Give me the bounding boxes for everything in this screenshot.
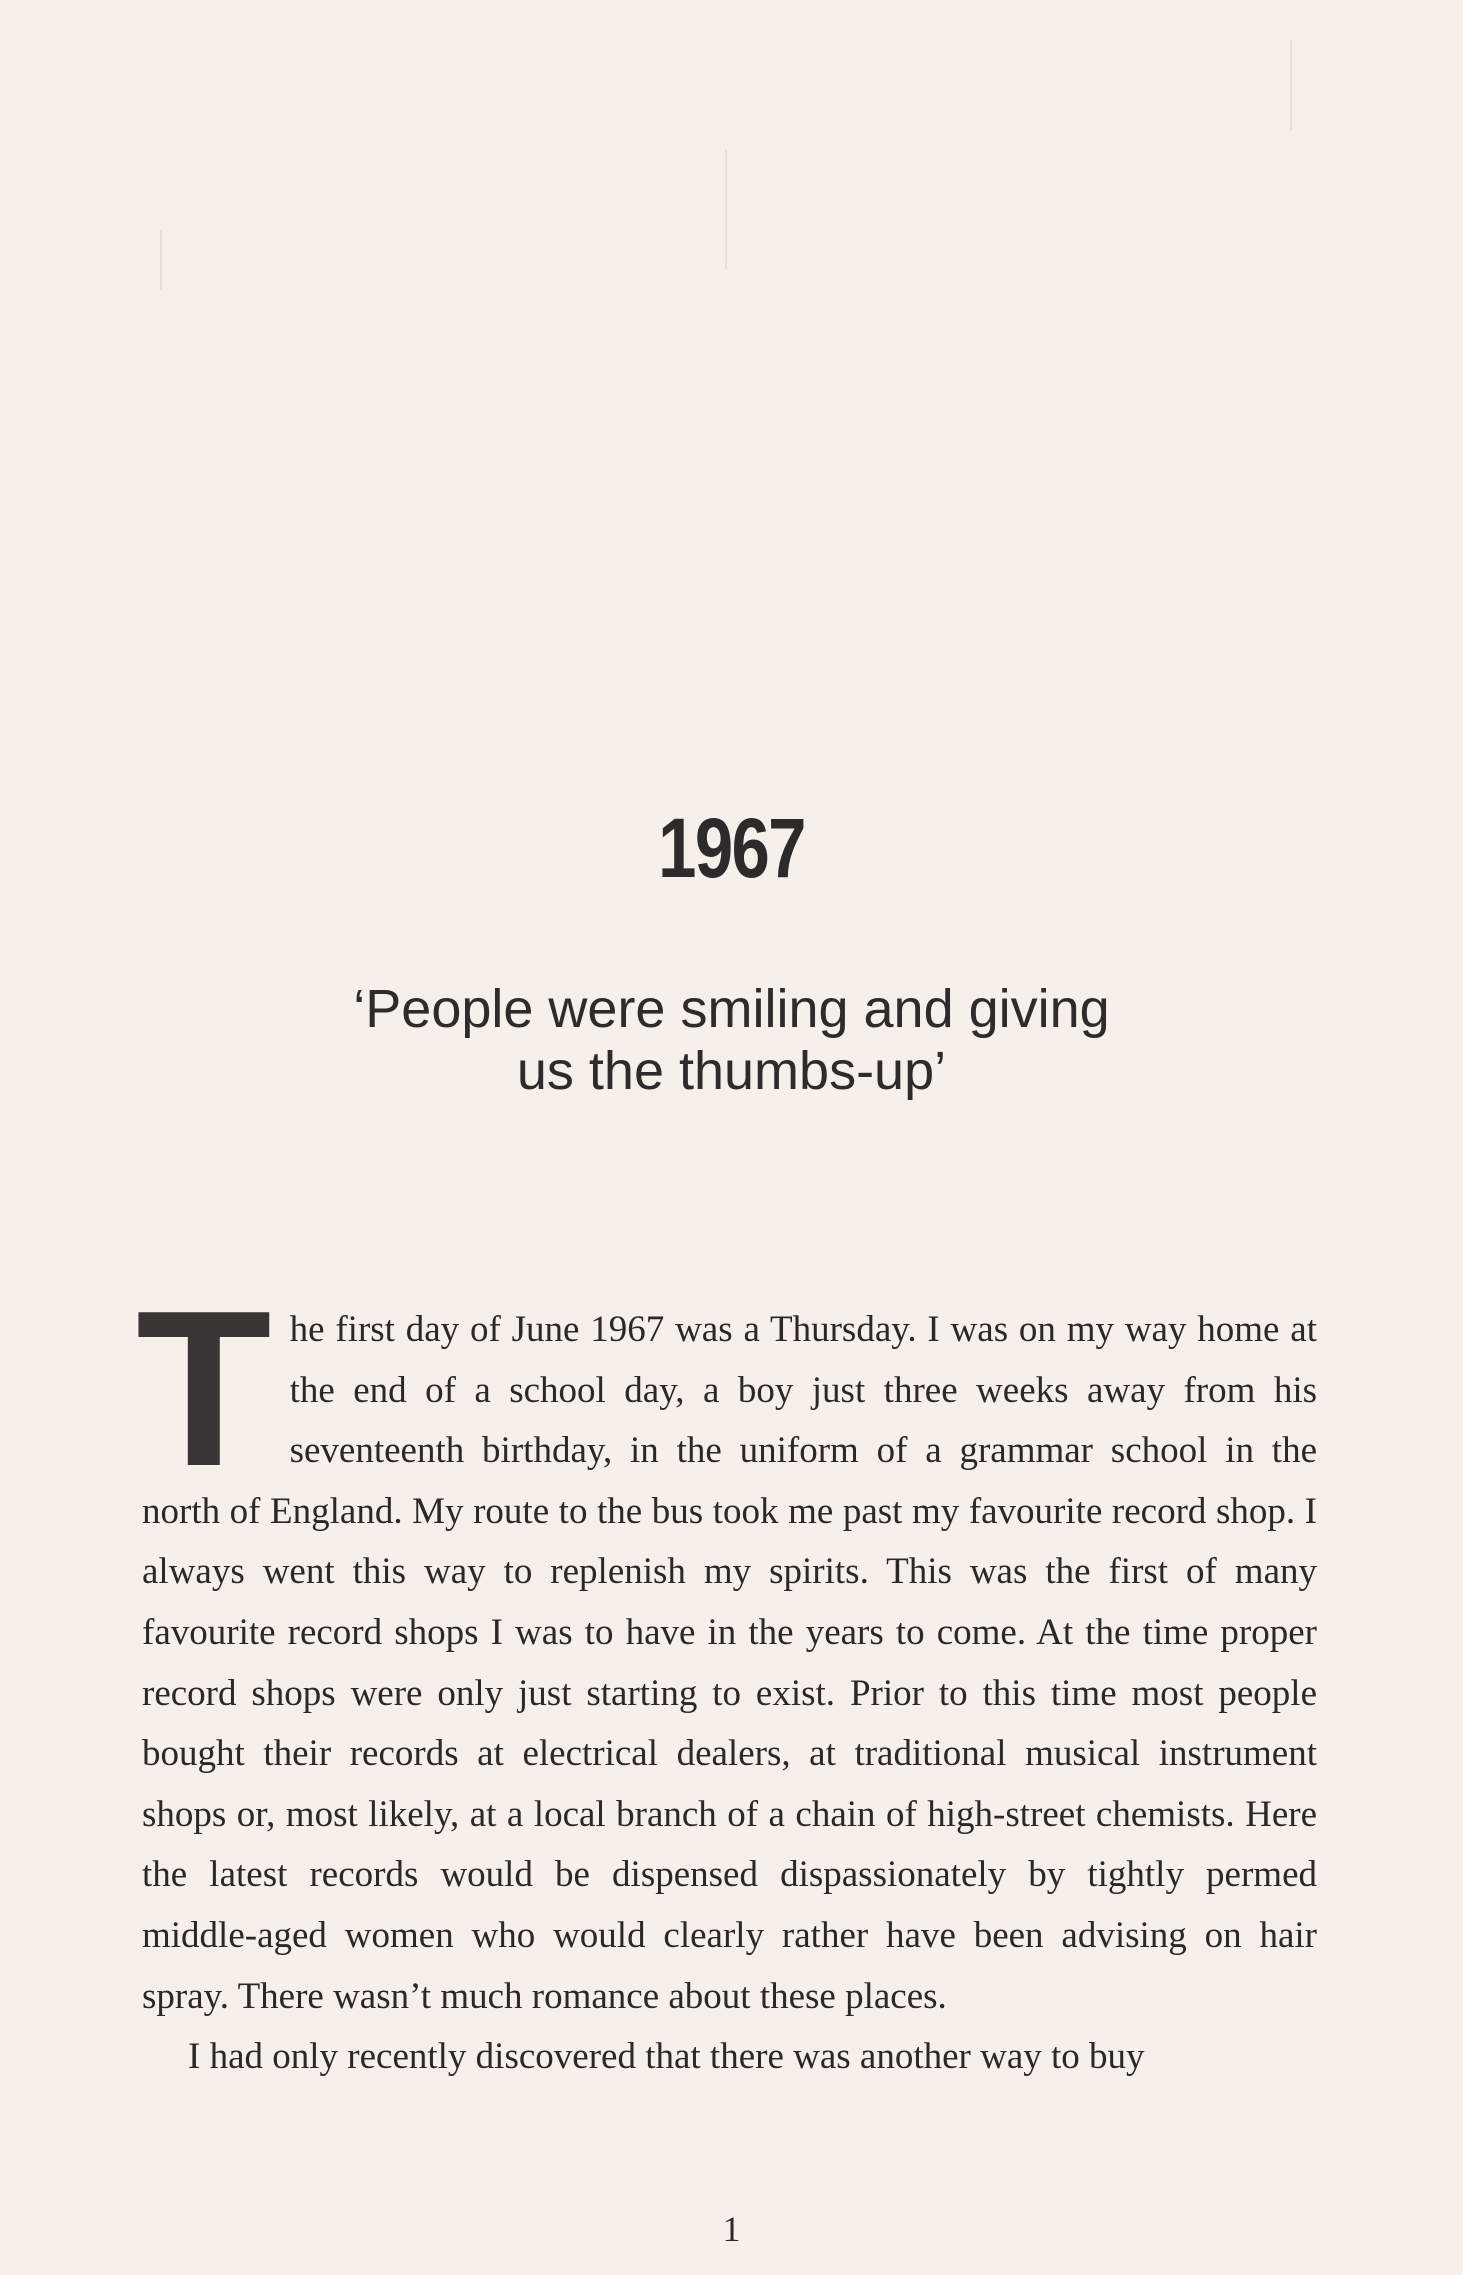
drop-cap: T — [136, 1265, 272, 1513]
paragraph-2: I had only recently discovered that there was another way to buy — [188, 2036, 1145, 2078]
chapter-title — [0, 978, 1463, 1102]
page-number: 1 — [722, 2209, 741, 2249]
paper-texture — [1290, 40, 1292, 130]
chapter-title-line-2: us the thumbs-up’ — [516, 1041, 947, 1101]
paper-texture — [725, 150, 727, 270]
body-text — [136, 1265, 1317, 2088]
paper-texture — [160, 230, 162, 290]
paragraph-1 — [136, 1265, 1317, 2027]
paragraph-1-text: he first day of June 1967 was a Thursday. I was on my way home at the end of a school day, a boy just three weeks away from his seventeenth birthday, in the uniform of a grammar school in the north of England. My route to the bus took me past my favourite record shop. I always went this way to replenish my spirits. This was the first of many favourite record shops I was to have in the years to come. At the time proper record shops were only just starting to exist. Prior to this time most people bought their records at electrical dealers, at traditional musical instrument shops or, most likely, at a local branch of a chain of high-street chemists. Here the latest records would be dispensed dispassionately by tightly permed middle-aged women who would clearly rather have been advising on hair spray. There wasn’t much romance about these places. — [142, 1309, 1317, 2017]
chapter-number: 1967 — [658, 801, 805, 895]
chapter-title-line-1: ‘People were smiling and giving — [353, 979, 1110, 1039]
